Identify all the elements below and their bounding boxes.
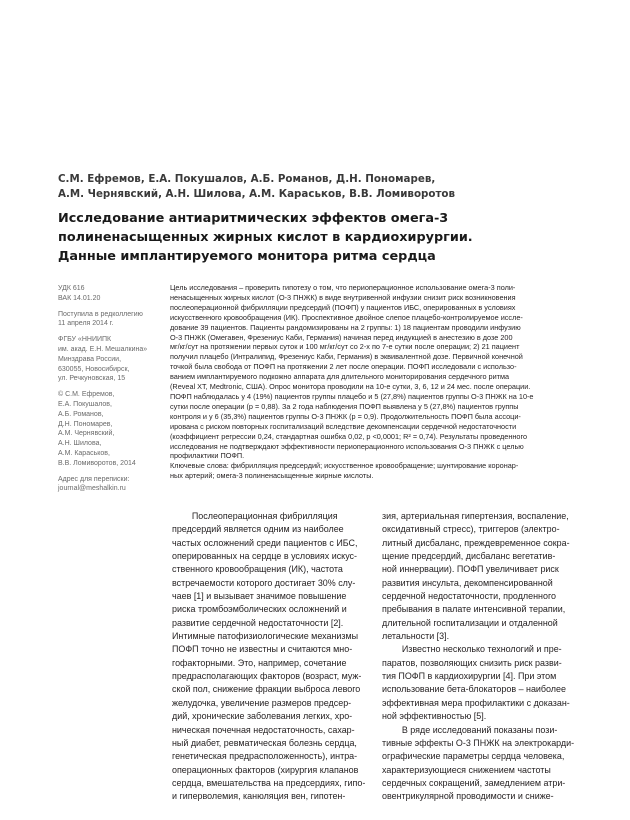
body-line: сердечных сокращений, замедлением атри- [382, 777, 566, 788]
abstract-line: ванием имплантируемого подкожно аппарата для длительного мониторирования сердечного ритма [170, 372, 510, 382]
copyright-line: Е.А. Покушалов, [58, 400, 112, 408]
body-line: щение предсердий, дисбаланс вегетатив- [382, 551, 556, 562]
body-line: В ряде исследований показаны пози- [382, 724, 558, 735]
body-line: ской пол, снижение фракции выброса левого [172, 684, 361, 695]
body-line: и гиперволемия, канюляция вен, гипотен- [172, 791, 346, 802]
body-line: желудочка, увеличение размеров предсер- [172, 697, 352, 708]
keywords-line: ных артерий; омега-3 полиненасыщенные жирные кислоты. [170, 471, 374, 481]
body-line: операционных факторов (хирургия клапанов [172, 764, 359, 775]
correspondence-email[interactable]: journal@meshalkin.ru [58, 485, 126, 493]
body-line: зия, артериальная гипертензия, воспаление, [382, 511, 569, 521]
abstract-line: контроля и у 6 (35,3%) пациентов группы О-3 ПНЖК (р = 0,9). Продолжительность ПОФП была ассоци- [170, 411, 521, 421]
body-line: тивные эффекты О-3 ПНЖК на электрокарди- [382, 737, 575, 748]
copyright-line: © С.М. Ефремов, [58, 391, 115, 399]
abstract-line: О-3 ПНЖК (Омегавен, Фрезениус Каби, Германия) начиная перед индукцией в анестезию в дозе 200 [170, 332, 513, 342]
abstract-line: профилактики ПОФП. [170, 451, 245, 461]
received-date: 11 апреля 2014 г. [58, 320, 114, 328]
abstract [170, 283, 604, 481]
body-line: чаев [1] и вызывает значимое повышение [172, 591, 347, 602]
body-line: сердечной недостаточности, продленного [382, 591, 556, 602]
body-line: сердца, вмешательства на предсердиях, гипо- [172, 777, 366, 788]
body-line: риска тромбоэмболических осложнений и [172, 604, 347, 615]
body-line: Известно несколько технологий и пре- [382, 644, 562, 655]
institution-line: Минздрава России, [58, 355, 122, 363]
copyright-line: В.В. Ломиворотов, 2014 [58, 459, 136, 467]
abstract-line: исследования не подтверждают эффективности периоперационного использования О-3 ПНЖК с целью [170, 441, 524, 451]
body-line: использование бета-блокаторов – наиболее [382, 684, 566, 695]
body-line: паратов, позволяющих снизить риск разви- [382, 657, 562, 668]
body-line: ПОФП точно не известны и считаются мно- [172, 644, 353, 655]
body-line: развитие сердечной недостаточности [2]. [172, 617, 344, 628]
body-line: генетическая предрасположенность), интра- [172, 751, 358, 762]
body-line: тия ПОФП в кардиохирургии [4]. При этом [382, 671, 557, 682]
abstract-line: (Reveal XT, Medtronic, США). Опрос монитора проводили на 10-е сутки, 3, 6, 12 и 24 мес. после операции. [170, 382, 531, 392]
institution-line: ФГБУ «ННИИПК [58, 336, 112, 344]
correspondence-label: Адрес для переписки: [58, 475, 130, 483]
institution-line: им. акад. Е.Н. Мешалкина» [58, 345, 148, 353]
body-line: оперированных на сердце в условиях искус- [172, 551, 358, 562]
copyright-line: Д.Н. Пономарев, [58, 420, 113, 428]
body-line: частых осложнений среди пациентов с ИБС, [172, 537, 358, 548]
body-line: ственного кровообращения (ИК), частота [172, 564, 343, 575]
body-line: длительной госпитализации и отдаленной [382, 617, 558, 628]
abstract-line: точкой была свобода от ПОФП на протяжении 2 лет после операции. ПОФП исследовали с использо- [170, 362, 517, 372]
body-line: эффективная мера профилактики с доказан- [382, 697, 570, 708]
abstract-line: ПОФП наблюдалась у 4 (19%) пациентов группы плацебо и 5 (27,8%) пациентов группы О-3 ПНЖК на 10-е [170, 391, 534, 401]
body-line: развития инсульта, декомпенсированной [382, 577, 553, 588]
authors-line: С.М. Ефремов, Е.А. Покушалов, А.Б. Романов, Д.Н. Пономарев, [58, 173, 436, 185]
body-line: предсердий является одним из наиболее [172, 524, 344, 535]
abstract-line: получил плацебо (Интралипид, Фрезениус Каби, Германия) в эквивалентной дозе. Первичной конечной [170, 352, 523, 362]
body-line: встречаемости которого достигает 30% слу- [172, 577, 356, 588]
article-sidebar [58, 284, 160, 494]
body-line: Интимные патофизиологические механизмы [172, 631, 359, 642]
abstract-line: сутки после операции (р = 0,88). За 2 года наблюдения ПОФП выявлена у 5 (27,8%) пациентов группы [170, 401, 519, 411]
body-line: литный дисбаланс, преждевременное сокра- [382, 537, 570, 548]
abstract-line: мг/кг/сут на протяжении первых суток и 100 мг/кг/сут со 2-х по 7-е сутки после операции; 2) 21 пациент [170, 342, 520, 352]
abstract-line: ненасыщенных жирных кислот (О-3 ПНЖК) в виде внутривенной инфузии снизит риск возникновения [170, 292, 516, 302]
institution-line: 630055, Новосибирск, [58, 365, 130, 373]
title-line: Данные имплантируемого монитора ритма сердца [58, 249, 436, 264]
abstract-line: (коэффициент регрессии 0,24, стандартная ошибка 0,02, р <0,0001; R² = 0,74). Результаты проведенного [170, 431, 528, 441]
vak-code: ВАК 14.01.20 [58, 294, 101, 302]
body-line: дий, хронические заболевания легких, хро- [172, 711, 353, 722]
body-line: пребывания в палате интенсивной терапии, [382, 604, 566, 615]
copyright-line: А.М. Караськов, [58, 449, 110, 457]
body-line: ной эффективностью [5]. [382, 711, 487, 722]
body-line: характеризующиеся снижением частоты [382, 764, 551, 775]
copyright-line: А.М. Чернявский, [58, 430, 115, 438]
authors-line: А.М. Чернявский, А.Н. Шилова, А.М. Караськов, В.В. Ломиворотов [58, 188, 456, 200]
body-line: овентрикулярной проводимости и сниже- [382, 791, 554, 802]
body-line: летальности [3]. [382, 631, 450, 642]
abstract-line: послеоперационной фибрилляции предсердий (ПОФП) у пациентов ИБС, оперированных в условиях [170, 302, 516, 312]
abstract-line: искусственного кровообращения (ИК). Проспективное двойное слепое плацебо-контролируемое иссле- [170, 312, 523, 322]
authors [58, 172, 588, 202]
body-line: Послеоперационная фибрилляция [172, 511, 338, 521]
body-line: ной иннервации). ПОФП увеличивает риск [382, 564, 559, 575]
received-info: Поступила в редколлегию [58, 310, 143, 318]
copyright-line: А.Б. Романов, [58, 410, 104, 418]
body-line: ный диабет, ревматическая болезнь сердца, [172, 737, 357, 748]
body-line: предрасполагающих факторов (возраст, муж- [172, 671, 362, 682]
body-column-right [382, 510, 582, 804]
abstract-line: дование 39 пациентов. Пациенты рандомизированы на 2 группы: 1) 18 пациентам проводили инфузию [170, 322, 521, 332]
copyright-line: А.Н. Шилова, [58, 440, 102, 448]
article-title [58, 209, 598, 266]
abstract-line: Цель исследования – проверить гипотезу о том, что периоперационное использование омега-3 поли- [170, 283, 516, 292]
body-column-left [172, 510, 372, 804]
udk-code: УДК 616 [58, 285, 85, 292]
keywords-line: Ключевые слова: фибрилляция предсердий; искусственное кровообращение; шунтирование коронар- [170, 461, 519, 471]
institution-line: ул. Речкуновская, 15 [58, 375, 126, 383]
body-line: ографические параметры сердца человека, [382, 751, 565, 762]
title-line: полиненасыщенных жирных кислот в кардиохирургии. [58, 230, 473, 245]
body-line: гофакторными. Это, например, сочетание [172, 657, 347, 668]
abstract-line: ирована с риском повторных госпитализаций вследствие декомпенсации сердечной недостаточности [170, 421, 517, 431]
title-line: Исследование антиаритмических эффектов омега-3 [58, 211, 449, 226]
body-line: ническая почечная недостаточность, сахар- [172, 724, 355, 735]
body-line: оксидативный стресс), триггеров (электро- [382, 524, 560, 535]
